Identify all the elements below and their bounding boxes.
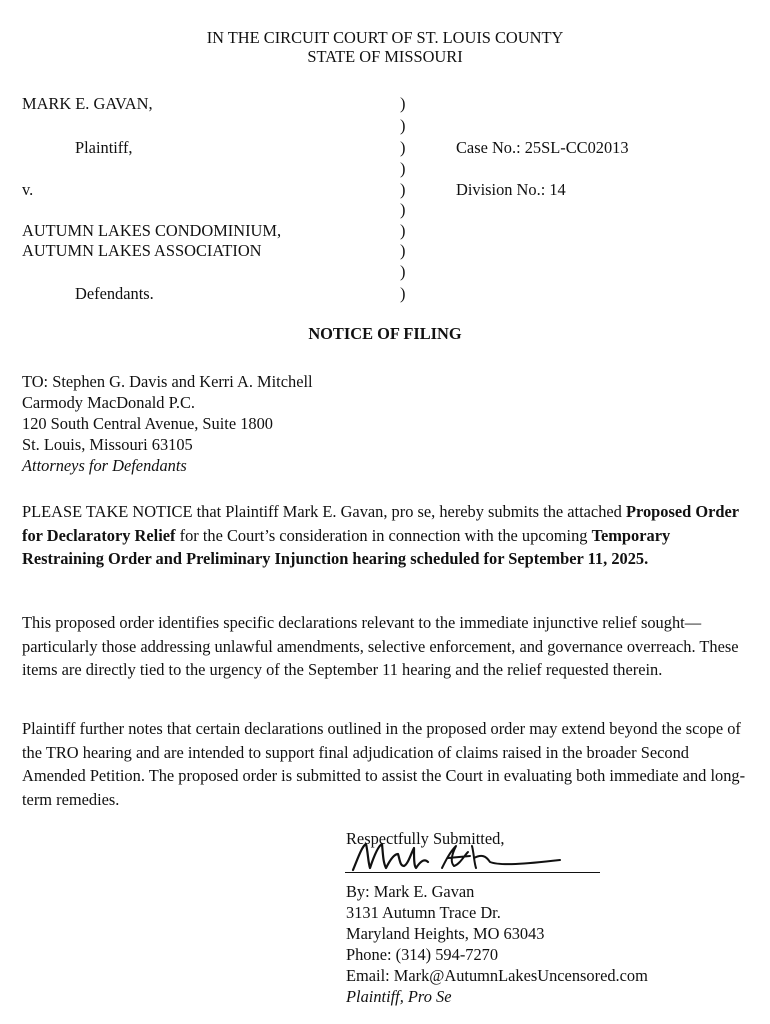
caption-paren: ) — [400, 138, 406, 157]
caption-paren: ) — [400, 241, 406, 260]
notice-paragraph — [22, 500, 752, 571]
division-number: Division No.: 14 — [456, 180, 566, 199]
notice-text: PLEASE TAKE NOTICE that Plaintiff Mark E. Gavan, pro se, hereby submits the attached — [22, 502, 626, 521]
recipient-street: 120 South Central Avenue, Suite 1800 — [22, 414, 273, 433]
document-title: NOTICE OF FILING — [308, 324, 462, 343]
court-name: IN THE CIRCUIT COURT OF ST. LOUIS COUNTY — [206, 28, 564, 47]
caption-paren: ) — [400, 159, 406, 178]
proposed-order-title: Proposed Order for Declaratory Relief — [22, 502, 739, 545]
plaintiff-name: MARK E. GAVAN, — [22, 94, 153, 113]
scope-paragraph: Plaintiff further notes that certain declarations outlined in the proposed order may extend beyond the scope of the TRO hearing and are intended to support final adjudication of claims raised in the broader Second Amended Petition. The proposed order is submitted to assist the Court in evaluating both immediate and long-term remedies. — [22, 719, 746, 809]
hearing-title: Temporary Restraining Order and Preliminary Injunction hearing scheduled for September 11, 2025 — [22, 525, 671, 568]
case-number: Case No.: 25SL-CC02013 — [456, 138, 629, 157]
caption-paren: ) — [400, 94, 406, 113]
caption-paren: ) — [400, 180, 406, 199]
recipient-city: St. Louis, Missouri 63105 — [22, 435, 193, 454]
caption-paren: ) — [400, 221, 406, 240]
signer-street: 3131 Autumn Trace Dr. — [346, 903, 501, 922]
notice-text-end: . — [644, 549, 649, 568]
notice-text: for the Court’s consideration in connection with the upcoming — [175, 525, 592, 545]
signer-city: Maryland Heights, MO 63043 — [346, 924, 545, 943]
defendant-line-2: AUTUMN LAKES ASSOCIATION — [22, 241, 262, 260]
caption-paren: ) — [400, 284, 406, 303]
defendant-line-1: AUTUMN LAKES CONDOMINIUM, — [22, 221, 282, 240]
declarations-paragraph: This proposed order identifies specific declarations relevant to the immediate injunctive relief sought—particularly those addressing unlawful amendments, selective enforcement, and governance overreach. These items are directly tied to the urgency of the September 11 hearing and the relief requested therein. — [22, 613, 739, 679]
recipient-role: Attorneys for Defendants — [22, 456, 187, 475]
signer-phone: Phone: (314) 594-7270 — [346, 945, 499, 964]
recipient-firm: Carmody MacDonald P.C. — [22, 393, 195, 412]
signer-role: Plaintiff, Pro Se — [346, 987, 452, 1006]
signer-name: By: Mark E. Gavan — [346, 882, 475, 901]
caption-paren: ) — [400, 200, 406, 219]
caption-paren: ) — [400, 116, 406, 135]
signature-line — [345, 872, 600, 873]
closing: Respectfully Submitted, — [346, 829, 505, 848]
plaintiff-role: Plaintiff, — [75, 138, 133, 157]
signer-email: Email: Mark@AutumnLakesUncensored.com — [346, 966, 648, 985]
recipient-to: TO: Stephen G. Davis and Kerri A. Mitchell — [22, 372, 313, 391]
caption-paren: ) — [400, 262, 406, 281]
defendant-role: Defendants. — [75, 284, 154, 303]
versus: v. — [22, 180, 34, 199]
court-state: STATE OF MISSOURI — [307, 47, 463, 66]
